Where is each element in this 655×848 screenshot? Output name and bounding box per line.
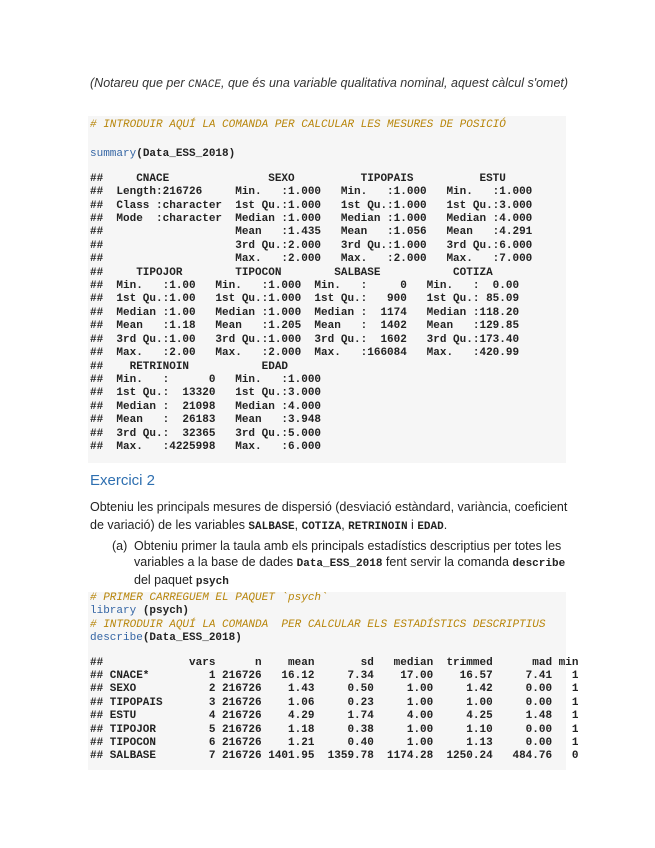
output-line: ## TIPOCON 6 216726 1.21 0.40 1.00 1.13 0.00 1 — [90, 737, 579, 750]
var-name: COTIZA — [301, 521, 342, 533]
output-line: ## TIPOPAIS 3 216726 1.06 0.23 1.00 1.00 0.00 1 — [90, 696, 579, 709]
text: . — [443, 518, 448, 532]
output-line: ## RETRINOIN EDAD — [90, 360, 289, 373]
output-line: ## Max. :2.00 Max. :2.000 Max. :166084 Max. :420.99 — [90, 347, 520, 360]
text: , — [341, 518, 349, 532]
code-block-describe — [88, 592, 579, 770]
output-line: ## 3rd Qu.:2.000 3rd Qu.:1.000 3rd Qu.:6.000 — [90, 239, 533, 252]
output-line: ## 3rd Qu.: 32365 3rd Qu.:5.000 — [90, 427, 322, 440]
output-line: ## Mean :1.435 Mean :1.056 Mean :4.291 — [90, 226, 533, 239]
output-line: ## Class :character 1st Qu.:1.000 1st Qu.:1.000 1st Qu.:3.000 — [90, 199, 533, 212]
text: i — [407, 518, 418, 532]
code-comment: # INTRODUIR AQUÍ LA COMANDA PER CALCULAR ELS ESTADÍSTICS DESCRIPTIUS — [90, 618, 546, 631]
var-name: EDAD — [417, 521, 444, 533]
text: del paquet — [134, 573, 196, 587]
output-line: ## CNACE* 1 216726 16.12 7.34 17.00 16.57 7.41 1 — [90, 670, 579, 683]
output-line: ## Mean : 26183 Mean :3.948 — [90, 414, 322, 427]
code-block-summary — [88, 116, 566, 463]
section-heading: Exercici 2 — [90, 472, 156, 489]
output-line: ## 3rd Qu.:1.00 3rd Qu.:1.000 3rd Qu.: 1602 3rd Qu.:173.40 — [90, 333, 520, 346]
function-name: summary — [90, 148, 137, 161]
note-text — [90, 74, 570, 95]
output-line: ## 1st Qu.: 13320 1st Qu.:3.000 — [90, 387, 322, 400]
function-args: (Data_ESS_2018) — [142, 632, 242, 645]
note-part: , que és una variable qualitativa nominal, aquest càlcul s'omet) — [221, 76, 569, 90]
output-line: ## Max. :4225998 Max. :6.000 — [90, 440, 322, 453]
function-args: (psych) — [136, 605, 190, 618]
summary-output — [88, 162, 566, 455]
list-item-a — [112, 538, 572, 590]
exercise-description — [90, 498, 570, 536]
text: Obteniu les principals mesures de dispersió (desviació estàndard, variància, coeficient de variació) de les variables — [90, 500, 568, 532]
output-line: ## 1st Qu.:1.00 1st Qu.:1.000 1st Qu.: 900 1st Qu.: 85.09 — [90, 293, 520, 306]
text: Obteniu primer la taula amb els principals estadístics descriptius per totes les variables a la base de dades — [134, 539, 562, 569]
output-line: ## Min. : 0 Min. :1.000 — [90, 373, 322, 386]
output-line: ## vars n mean sd median trimmed mad min — [90, 656, 579, 669]
package-name: psych — [195, 576, 229, 588]
output-line: ## Mode :character Median :1.000 Median :1.000 Median :4.000 — [90, 213, 533, 226]
note-part: (Notareu que per — [90, 76, 188, 90]
function-name: describe — [90, 632, 143, 645]
output-line: ## Median :1.00 Median :1.000 Median : 1174 Median :118.20 — [90, 306, 520, 319]
output-line: ## ESTU 4 216726 4.29 1.74 4.00 4.25 1.48 1 — [90, 710, 579, 723]
var-name: SALBASE — [248, 521, 295, 533]
output-line: ## Median : 21098 Median :4.000 — [90, 400, 322, 413]
output-line: ## SEXO 2 216726 1.43 0.50 1.00 1.42 0.00 1 — [90, 683, 579, 696]
dataset-name: Data_ESS_2018 — [296, 558, 383, 570]
command-name: describe — [512, 558, 566, 570]
output-line: ## Length:216726 Min. :1.000 Min. :1.000 Min. :1.000 — [90, 186, 533, 199]
list-label: (a) — [112, 539, 128, 553]
note-var: CNACE — [187, 79, 221, 91]
code-comment: # INTRODUIR AQUÍ LA COMANDA PER CALCULAR LES MESURES DE POSICIÓ — [90, 119, 506, 131]
output-line: ## TIPOJOR 5 216726 1.18 0.38 1.00 1.10 0.00 1 — [90, 723, 579, 736]
output-line: ## TIPOJOR TIPOCON SALBASE COTIZA — [90, 266, 493, 279]
output-line: ## SALBASE 7 216726 1401.95 1359.78 1174.28 1250.24 484.76 0 — [90, 750, 579, 763]
var-name: RETRINOIN — [348, 521, 408, 533]
describe-output — [88, 646, 579, 764]
text: fent servir la comanda — [382, 555, 513, 569]
code-comment: # PRIMER CARREGUEM EL PAQUET `psych` — [90, 592, 328, 604]
function-args: (Data_ESS_2018) — [136, 148, 236, 161]
function-name: library — [90, 605, 137, 618]
output-line: ## CNACE SEXO TIPOPAIS ESTU — [90, 172, 506, 185]
output-line: ## Max. :2.000 Max. :2.000 Max. :7.000 — [90, 253, 533, 266]
output-line: ## Mean :1.18 Mean :1.205 Mean : 1402 Mean :129.85 — [90, 320, 520, 333]
output-line: ## Min. :1.00 Min. :1.000 Min. : 0 Min. : 0.00 — [90, 280, 520, 293]
text: , — [294, 518, 302, 532]
